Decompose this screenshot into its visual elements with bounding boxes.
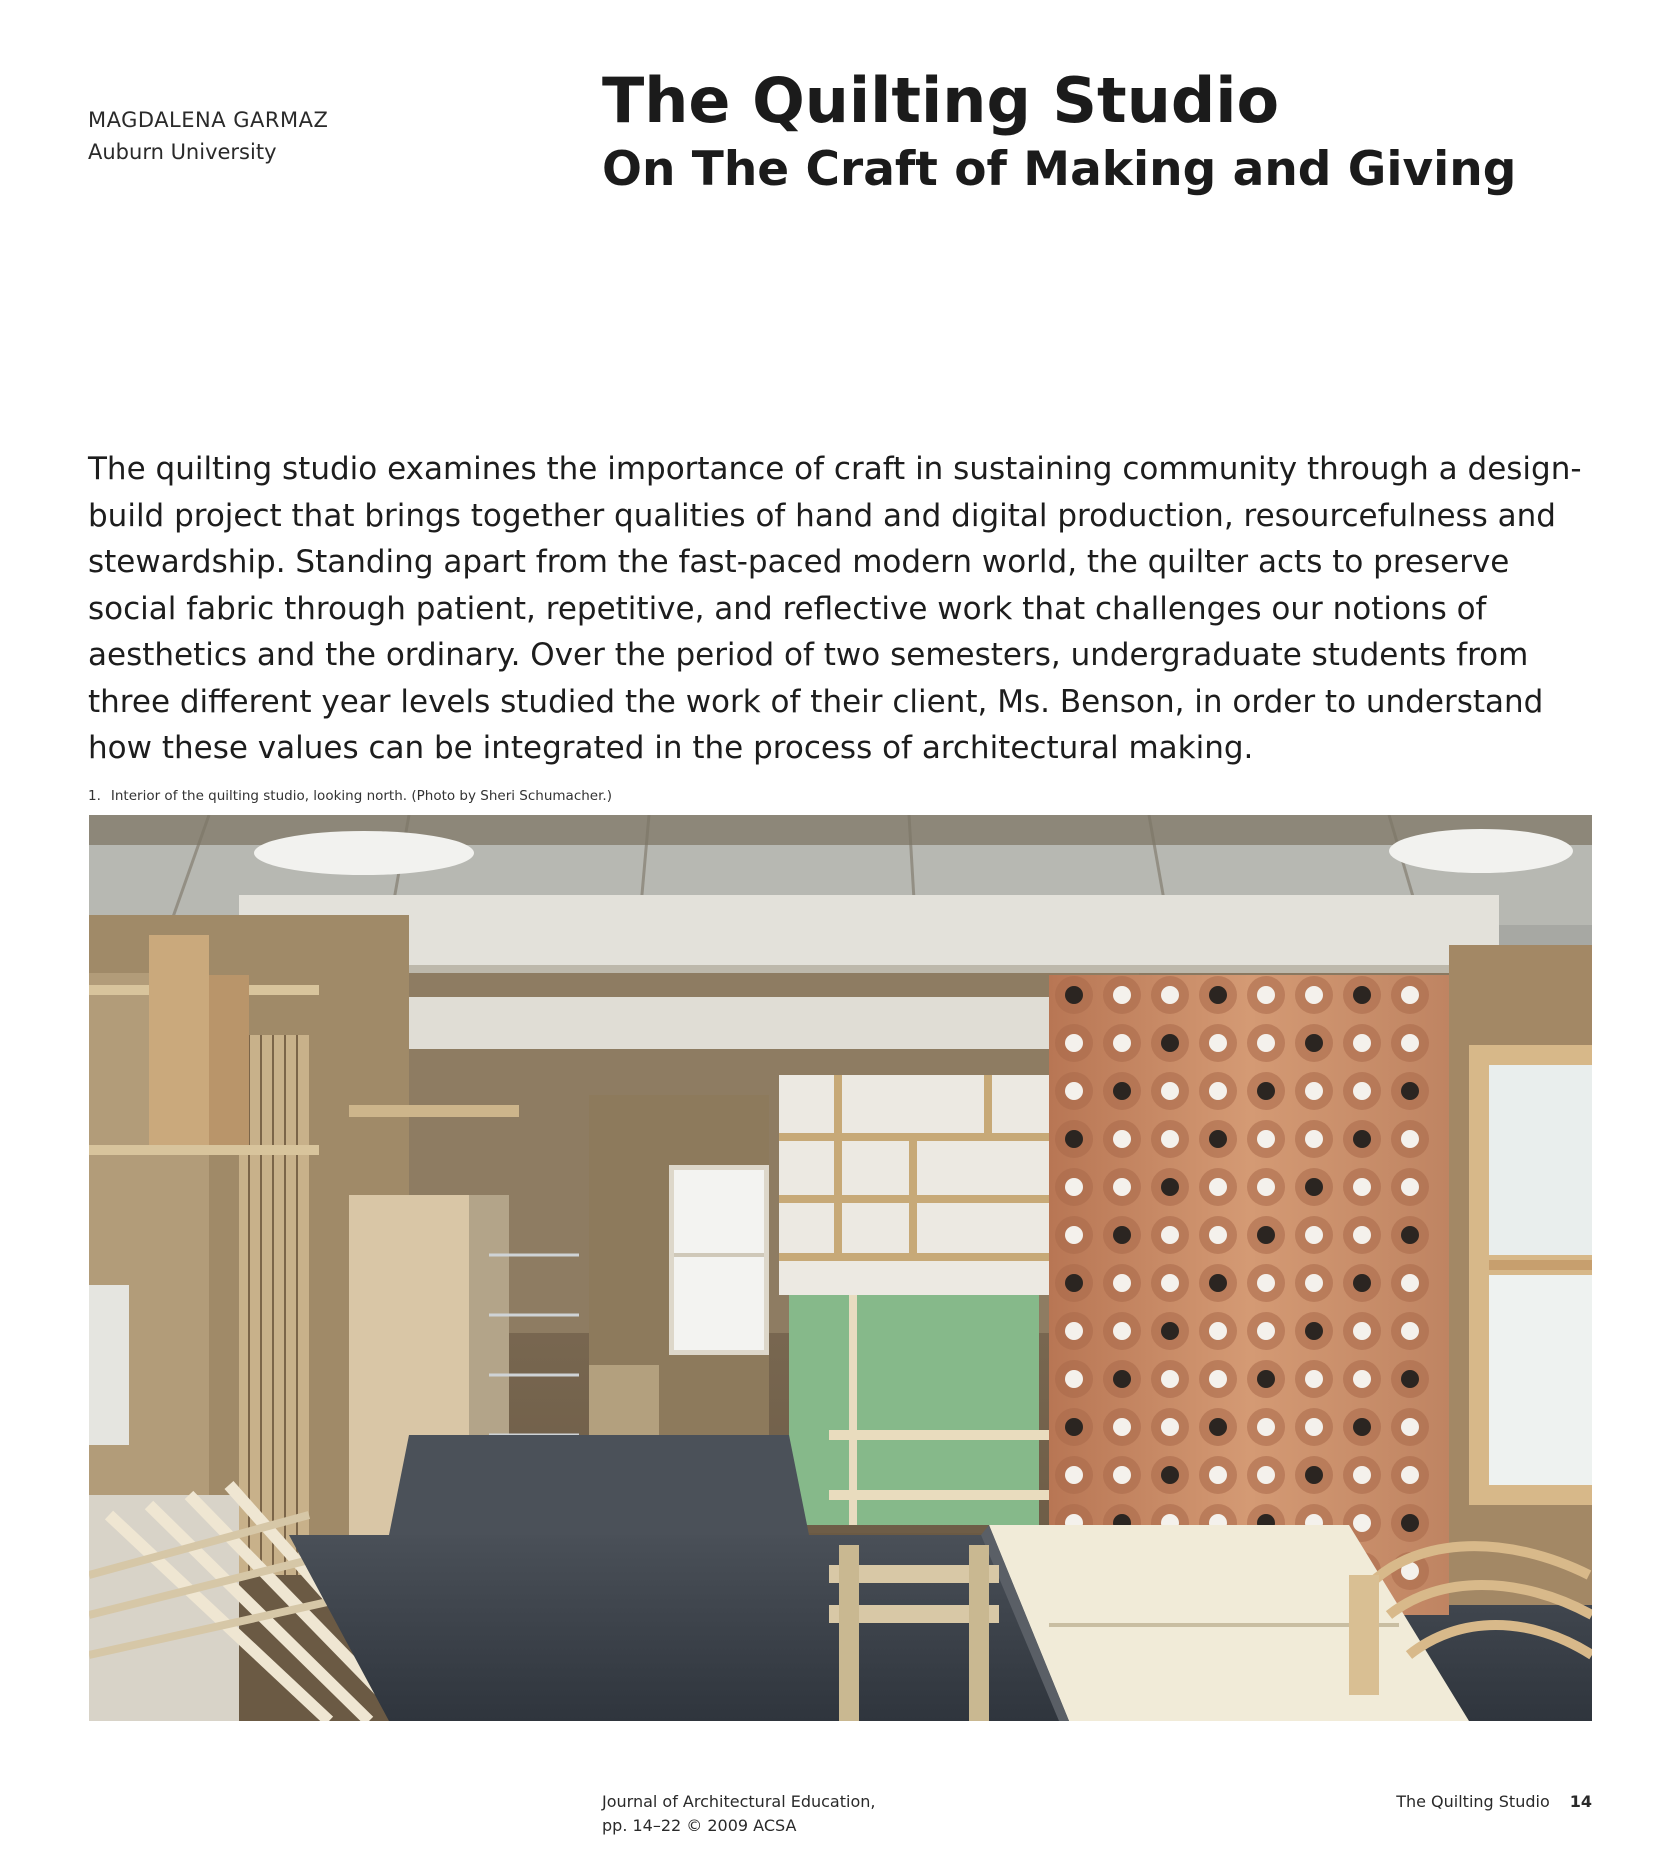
journal-citation bbox=[602, 1790, 875, 1838]
author-name: MAGDALENA GARMAZ bbox=[88, 108, 329, 132]
title-block bbox=[602, 62, 1602, 200]
journal-line-1: Journal of Architectural Education, bbox=[602, 1792, 876, 1811]
article-subtitle: On The Craft of Making and Giving bbox=[602, 142, 1517, 197]
figure-number: 1. bbox=[88, 788, 101, 804]
author-affiliation: Auburn University bbox=[88, 140, 277, 164]
figure-caption bbox=[88, 788, 612, 804]
journal-line-2: pp. 14–22 © 2009 ACSA bbox=[602, 1816, 797, 1835]
article-title: The Quilting Studio bbox=[602, 64, 1280, 137]
author-block bbox=[88, 104, 328, 168]
studio-interior-illustration bbox=[89, 815, 1592, 1721]
figure-caption-text: Interior of the quilting studio, looking north. (Photo by Sheri Schumacher.) bbox=[110, 788, 612, 804]
page-number: 14 bbox=[1569, 1792, 1592, 1811]
abstract-paragraph: The quilting studio examines the importance of craft in sustaining community through a design-build project that brings together qualities of hand and digital production, resourcefulness and stewardship. Standing apart from the fast-paced modern world, the quilter acts to preserve social fabric through patient, repetitive, and reflective work that challenges our notions of aesthetics and the ordinary. Over the period of two semesters, undergraduate students from three different year levels studied the work of their client, Ms. Benson, in order to understand how these values can be integrated in the process of architectural making. bbox=[88, 451, 1582, 766]
running-footer bbox=[1396, 1790, 1592, 1814]
running-title: The Quilting Studio bbox=[1396, 1792, 1550, 1811]
studio-interior-photo bbox=[89, 815, 1592, 1721]
